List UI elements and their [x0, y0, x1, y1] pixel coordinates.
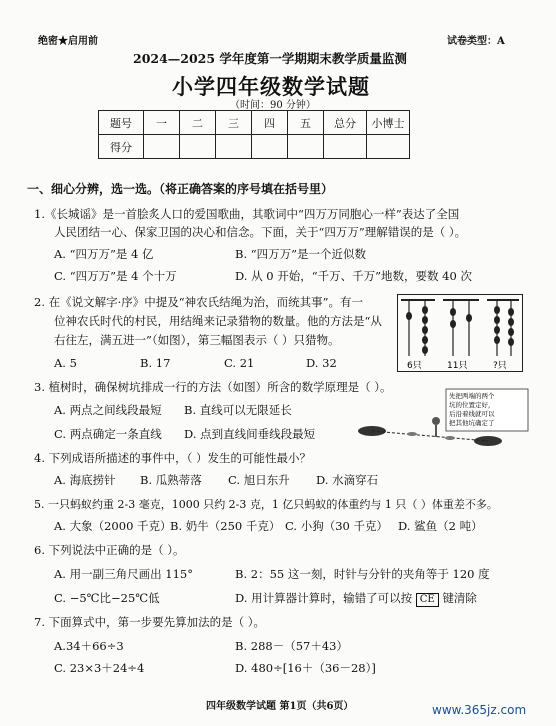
exam-time: （时间：90 分钟） — [230, 100, 316, 111]
fig-note-2: 坑的位置定好， — [449, 401, 495, 409]
q6-option-d-text: D. 用计算器计算时，输错了可以按 — [235, 591, 413, 605]
q3-stem: 3. 植树时，确保树坑排成一行的方法（如图）所含的数学原理是（ ）。 — [34, 380, 392, 394]
fig-note-1: 先把两端的两个 — [449, 392, 495, 400]
q5-option-b: B. 奶牛（250 千克） — [170, 519, 281, 533]
q4-stem: 4. 下列成语所描述的事件中，（ ）发生的可能性最小？ — [34, 451, 312, 465]
score-blank[interactable] — [252, 135, 288, 159]
q6-option-d — [235, 590, 477, 607]
page-footer: 四年级数学试题 第1页（共6页） — [206, 701, 354, 712]
tree-planting-figure — [352, 387, 530, 451]
q1-option-d: D. 从 0 开始，“千万、千万”地数，要数 40 次 — [235, 269, 472, 283]
score-blank[interactable] — [216, 135, 252, 159]
rope-label-2: 11只 — [447, 361, 468, 371]
q2-option-b: B. 17 — [140, 356, 171, 370]
score-cell: 三 — [216, 111, 252, 135]
q2-option-c: C. 21 — [224, 356, 255, 370]
q5-stem: 5. 一只蚂蚁约重 2-3 毫克，1000 只约 2-3 克，1 亿只蚂蚁的体重约与 1 只（ ）体重差不多。 — [34, 498, 498, 511]
score-cell: 题号 — [99, 111, 144, 135]
q4-option-a: A. 海底捞针 — [54, 473, 116, 487]
q7-option-b: B. 288－（57＋43） — [235, 639, 348, 653]
q3-option-c: C. 两点确定一条直线 — [54, 427, 162, 441]
q1-option-b: B. “四万万”是一个近似数 — [235, 247, 367, 261]
q6-option-d-tail: 键清除 — [442, 591, 477, 605]
q3-option-b: B. 直线可以无限延长 — [184, 403, 292, 417]
secret-label: 绝密★启用前 — [38, 36, 98, 47]
q5-option-a: A. 大象（2000 千克） — [54, 519, 172, 533]
q4-option-b: B. 瓜熟蒂落 — [140, 473, 202, 487]
q2-stem-line3: 右往左，满五进一”（如图），第三幅图表示（ ）只猎物。 — [54, 333, 340, 347]
score-table-score-row — [99, 135, 410, 159]
score-cell: 二 — [180, 111, 216, 135]
q4-option-d: D. 水滴穿石 — [316, 473, 379, 487]
q5-option-d: D. 鲨鱼（2 吨） — [398, 519, 483, 533]
score-blank[interactable] — [144, 135, 180, 159]
score-blank[interactable] — [288, 135, 324, 159]
ce-key-box: CE — [416, 593, 439, 607]
fig-note-3: 后沿着线就可以 — [449, 410, 495, 418]
q5-option-c: C. 小狗（30 千克） — [285, 519, 388, 533]
fig-note-4: 把其他坑确定了 — [449, 419, 495, 427]
rope-label-3: ?只 — [493, 361, 507, 371]
q7-option-d: D. 480÷[16＋（36－28）] — [235, 661, 376, 675]
subject-title: 小学四年级数学试题 — [172, 74, 370, 99]
q2-option-a: A. 5 — [54, 356, 77, 370]
q3-option-d: D. 点到直线间垂线段最短 — [184, 427, 316, 441]
q7-option-a: A.34＋66÷3 — [54, 639, 124, 653]
score-cell: 四 — [252, 111, 288, 135]
q3-option-a: A. 两点之间线段最短 — [54, 403, 162, 417]
exam-title: 2024—2025 学年度第一学期期末教学质量监测 — [133, 51, 407, 66]
score-table — [98, 110, 410, 159]
score-table-header-row — [99, 111, 410, 135]
knotted-rope-figure — [397, 294, 523, 372]
score-blank[interactable] — [324, 135, 367, 159]
paper-type-label: 试卷类型：A — [447, 36, 505, 47]
score-cell: 得分 — [99, 135, 144, 159]
q1-option-a: A. “四万万”是 4 亿 — [54, 247, 154, 261]
q7-stem: 7. 下面算式中，第一步要先算加法的是（ ）。 — [34, 615, 266, 629]
q1-option-c: C. “四万万”是 4 个十万 — [54, 269, 177, 283]
q4-option-c: C. 旭日东升 — [228, 473, 290, 487]
score-cell: 小博士 — [367, 111, 410, 135]
score-blank[interactable] — [367, 135, 410, 159]
q6-option-a: A. 用一副三角尺画出 115° — [54, 567, 193, 581]
score-blank[interactable] — [180, 135, 216, 159]
rope-label-1: 6只 — [407, 361, 422, 371]
q6-option-b: B. 2：55 这一刻，时针与分针的夹角等于 120 度 — [235, 567, 490, 581]
section-heading: 一、细心分辨，选一选。（将正确答案的序号填在括号里） — [27, 182, 334, 196]
q6-stem: 6. 下列说法中正确的是（ ）。 — [34, 543, 185, 557]
watermark: www.365jz.com — [432, 703, 527, 717]
q2-stem-line1: 2. 在《说文解字·序》中提及“神农氏结绳为治，而统其事”。有一 — [34, 295, 364, 309]
q6-option-c: C. −5℃比−25℃低 — [54, 591, 160, 605]
q2-option-d: D. 32 — [306, 356, 337, 370]
score-cell: 五 — [288, 111, 324, 135]
q1-stem-line2: 人民团结一心、保家卫国的决心和信念。下面，关于“四万万”理解错误的是（ ）。 — [54, 225, 467, 239]
q1-stem-line1: 1.《长城谣》是一首脍炙人口的爱国歌曲，其歌词中“四万万同胞心一样”表达了全国 — [34, 207, 460, 221]
score-cell: 总分 — [324, 111, 367, 135]
q7-option-c: C. 23×3＋24÷4 — [54, 661, 145, 675]
q2-stem-line2: 位神农氏时代的村民，用结绳来记录猎物的数量。他的方法是“从 — [54, 314, 382, 328]
score-cell: 一 — [144, 111, 180, 135]
